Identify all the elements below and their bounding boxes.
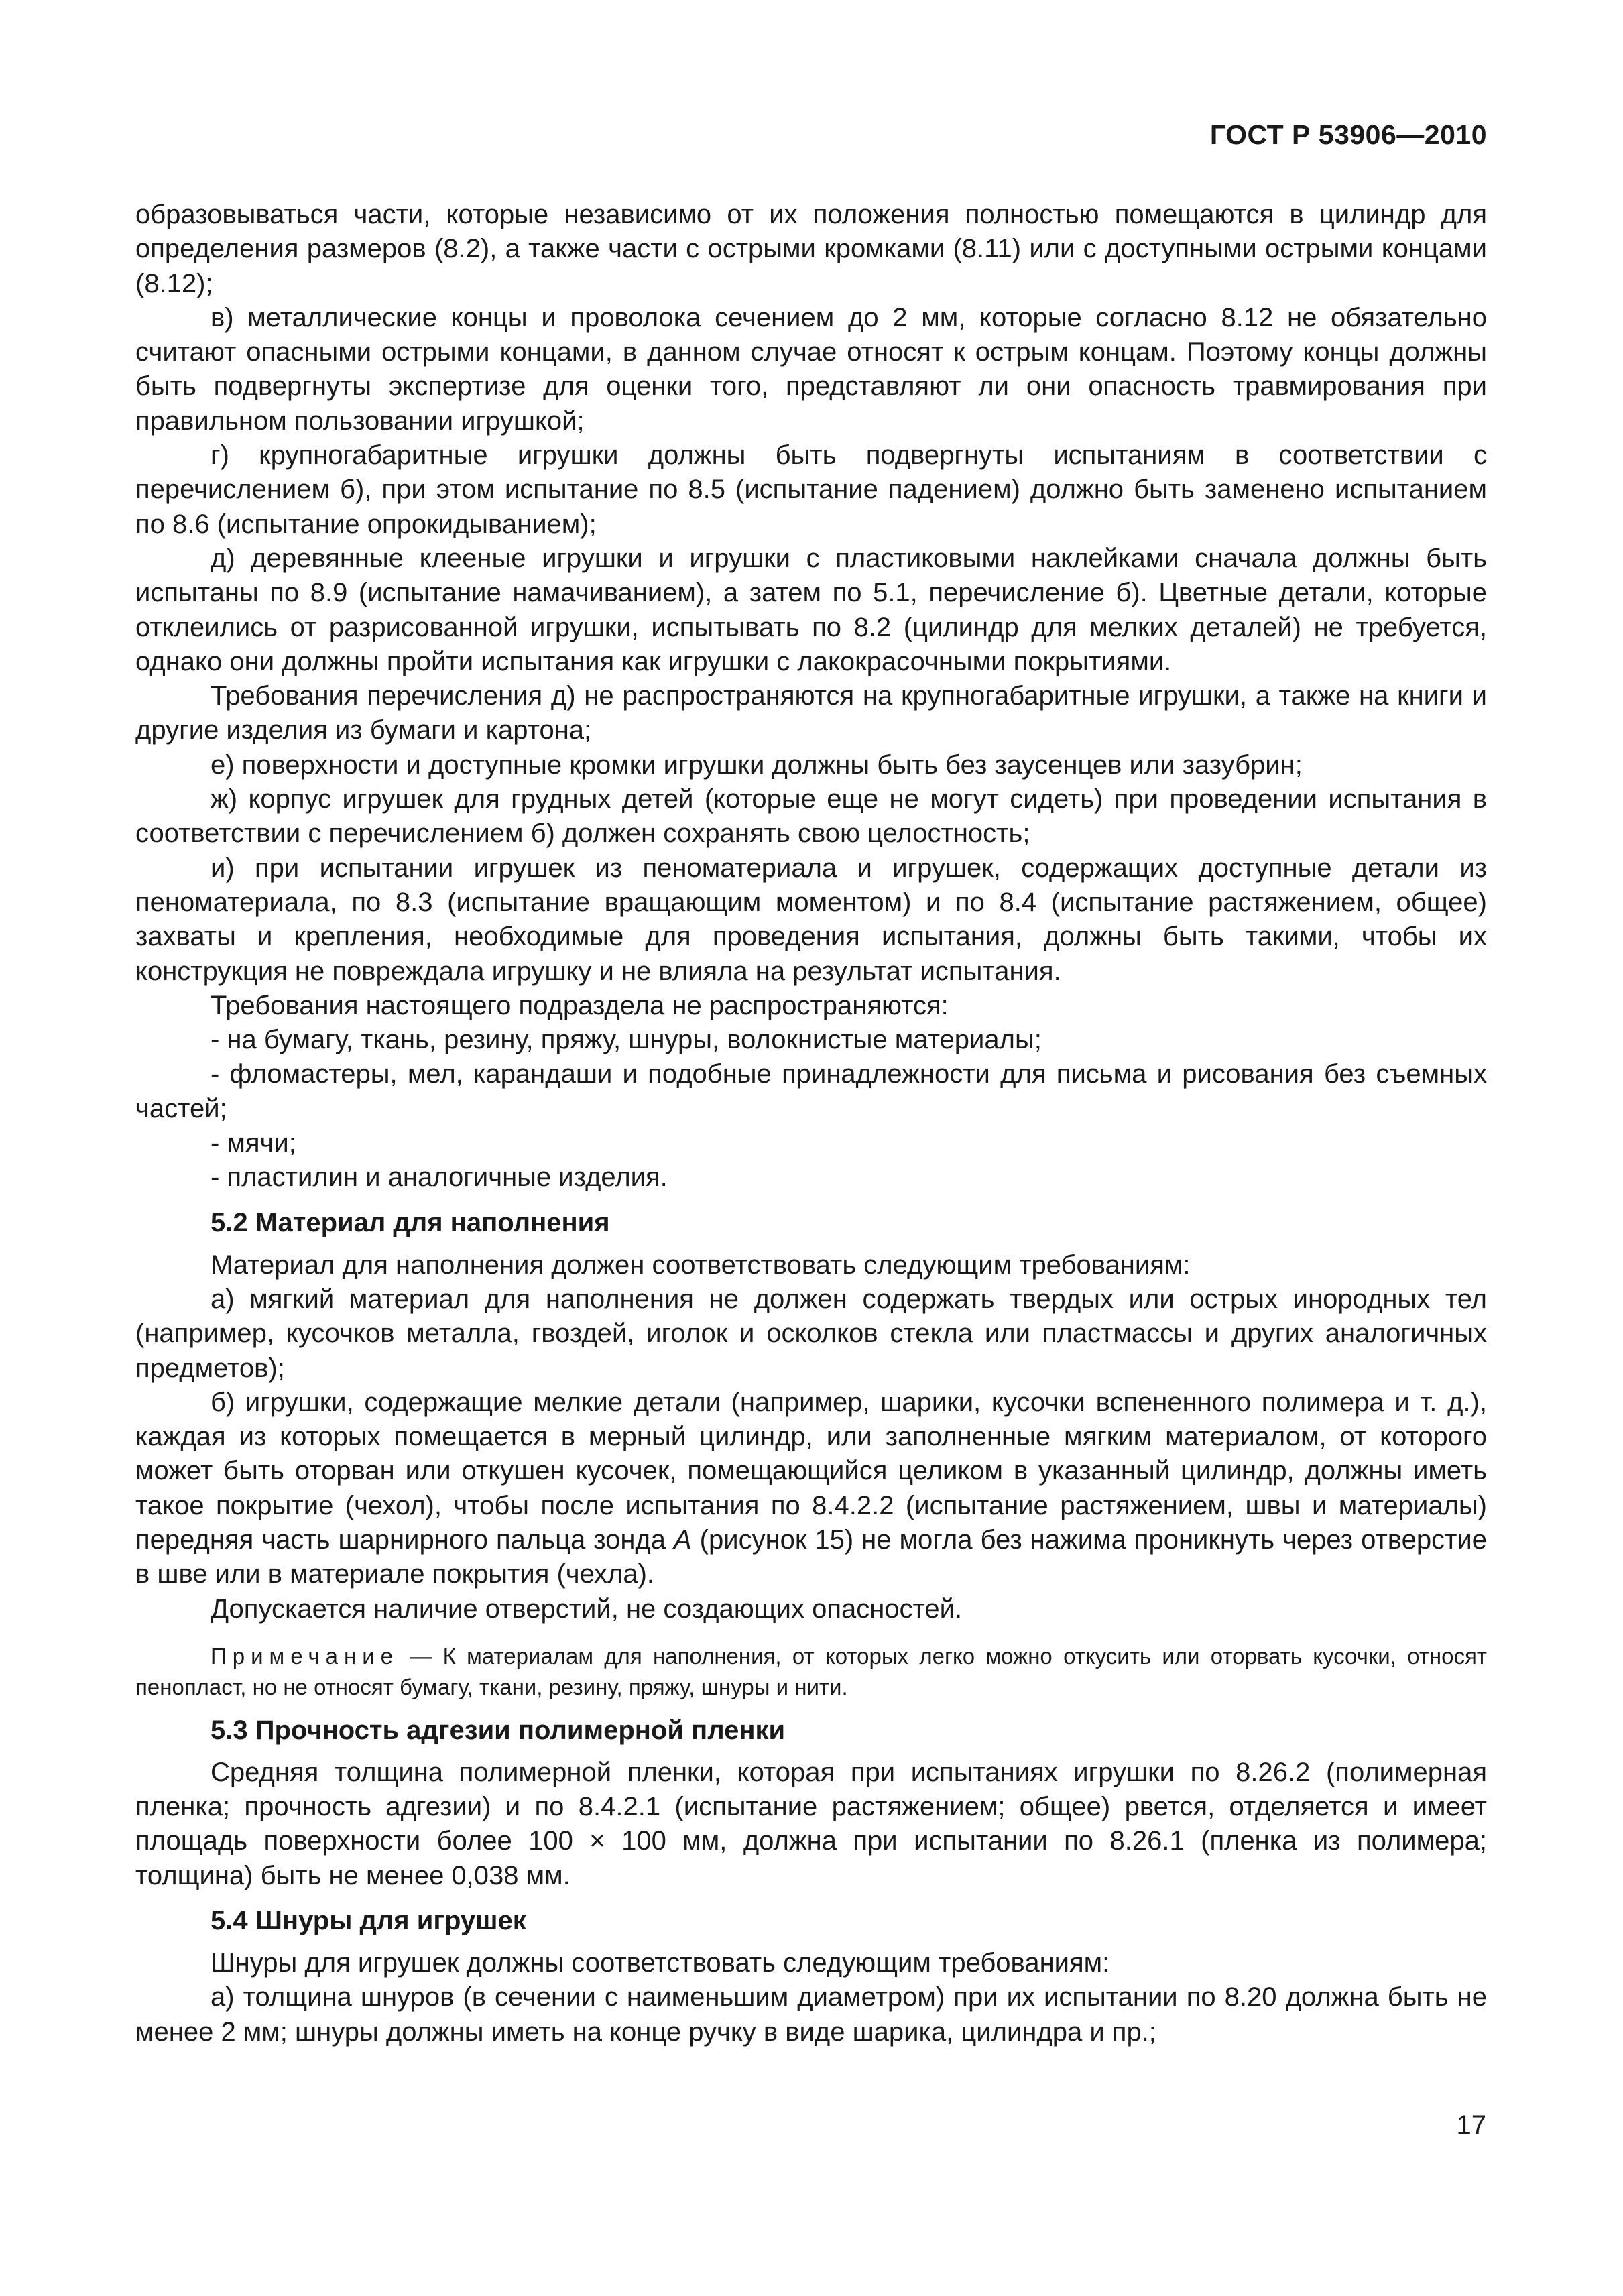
paragraph: Допускается наличие отверстий, не создающих опасностей. xyxy=(211,1593,963,1624)
paragraph: Требования настоящего подраздела не распространяются: xyxy=(211,990,949,1020)
paragraph: Материал для наполнения должен соответствовать следующим требованиям: xyxy=(211,1250,1191,1280)
document-code-header: ГОСТ Р 53906—2010 xyxy=(1209,119,1487,150)
exclusion-item: - фломастеры, мел, карандаши и подобные принадлежности для письма и рисования без съемных частей; xyxy=(135,1059,1487,1124)
paragraph: образовываться части, которые независимо от их положения полностью помещаются в цилиндр для определения размеров (8.2), а также части с острыми кромками (8.11) или с доступными острыми концами (8.12); xyxy=(135,200,1487,298)
document-body xyxy=(135,198,1487,2049)
list-item-a: а) мягкий материал для наполнения не должен содержать твердых или острых инородных тел (например, кусочков металла, гвоздей, иголок и осколков стекла или пластмассы и других аналогичных предметов); xyxy=(135,1284,1487,1383)
exclusion-item: - на бумагу, ткань, резину, пряжу, шнуры, волокнистые материалы; xyxy=(211,1025,1042,1055)
list-item-d: д) деревянные клееные игрушки и игрушки с пластиковыми наклейками сначала должны быть испытаны по 8.9 (испытание намачиванием), а затем по 5.1, перечисление б). Цветные детали, которые отклеились от разрисованной игрушки, испытывать по 8.2 (цилиндр для мелких деталей) не требуется, однако они должны пройти испытания как игрушки с лакокрасочными покрытиями. xyxy=(135,543,1487,676)
exclusion-item: - мячи; xyxy=(211,1128,296,1158)
list-item-i: и) при испытании игрушек из пеноматериала и игрушек, содержащих доступные детали из пеноматериала, по 8.3 (испытание вращающим моментом) и по 8.4 (испытание растяжением, общее) захваты и крепления, необходимые для проведения испытания, должны быть такими, чтобы их конструкция не повреждала игрушку и не влияла на результат испытания. xyxy=(135,853,1487,986)
list-item-g: г) крупногабаритные игрушки должны быть подвергнуты испытаниям в соответствии с перечислением б), при этом испытание по 8.5 (испытание падением) должно быть заменено испытанием по 8.6 (испытание опрокидыванием); xyxy=(135,440,1487,539)
page-number: 17 xyxy=(1456,2110,1486,2140)
note-paragraph xyxy=(135,1641,1487,1703)
section-heading-5-2: 5.2 Материал для наполнения xyxy=(211,1207,610,1237)
list-item-zh: ж) корпус игрушек для грудных детей (которые еще не могут сидеть) при проведении испытания в соответствии с перечислением б) должен сохранять свою целостность; xyxy=(135,784,1487,849)
note-label: Примечание xyxy=(211,1643,400,1669)
note-text: — К материалам для наполнения, от которых легко можно откусить или оторвать кусочки, относят пенопласт, но не относят бумагу, ткани, резину, пряжу, шнуры и нити. xyxy=(135,1643,1487,1699)
exclusion-item: - пластилин и аналогичные изделия. xyxy=(211,1162,668,1193)
section-heading-5-4: 5.4 Шнуры для игрушек xyxy=(211,1906,526,1936)
text-run: (рисунок 15) не могла без нажима проникнуть через отверстие в шве или в материале покрытия (чехла). xyxy=(135,1524,1487,1589)
list-item-v: в) металлические концы и проволока сечением до 2 мм, которые согласно 8.12 не обязательно считают опасными острыми концами, в данном случае относят к острым концам. Поэтому концы должны быть подвергнуты экспертизе для оценки того, представляют ли они опасность травмирования при правильном пользовании игрушкой; xyxy=(135,302,1487,436)
paragraph: Средняя толщина полимерной пленки, которая при испытаниях игрушки по 8.26.2 (полимерная пленка; прочность адгезии) и по 8.4.2.1 (испытание растяжением; общее) рвется, отделяется и имеет площадь поверхности более 100 × 100 мм, должна при испытании по 8.26.1 (пленка из полимера; толщина) быть не менее 0,038 мм. xyxy=(135,1757,1487,1890)
paragraph: Требования перечисления д) не распространяются на крупногабаритные игрушки, а также на книги и другие изделия из бумаги и картона; xyxy=(135,681,1487,745)
list-item-a: а) толщина шнуров (в сечении с наименьшим диаметром) при их испытании по 8.20 должна быть не менее 2 мм; шнуры должны иметь на конце ручку в виде шарика, цилиндра и пр.; xyxy=(135,1982,1487,2047)
paragraph: Шнуры для игрушек должны соответствовать следующим требованиям: xyxy=(211,1948,1110,1978)
section-heading-5-3: 5.3 Прочность адгезии полимерной пленки xyxy=(211,1715,786,1745)
list-item-e: е) поверхности и доступные кромки игрушки должны быть без заусенцев или зазубрин; xyxy=(211,749,1303,780)
text-run: б) игрушки, содержащие мелкие детали (например, шарики, кусочки вспененного полимера и т. д.), каждая из которых помещается в мерный цилиндр, или заполненные мягким материалом, от которого может быть оторван или откушен кусочек, помещающийся целиком в указанный цилиндр, должны иметь такое покрытие (чехол), чтобы после испытания по 8.4.2.2 (испытание растяжением, швы и материалы) передняя часть шарнирного пальца зонда xyxy=(135,1387,1487,1555)
list-item-b xyxy=(135,1386,1487,1592)
probe-letter: А xyxy=(674,1524,692,1555)
